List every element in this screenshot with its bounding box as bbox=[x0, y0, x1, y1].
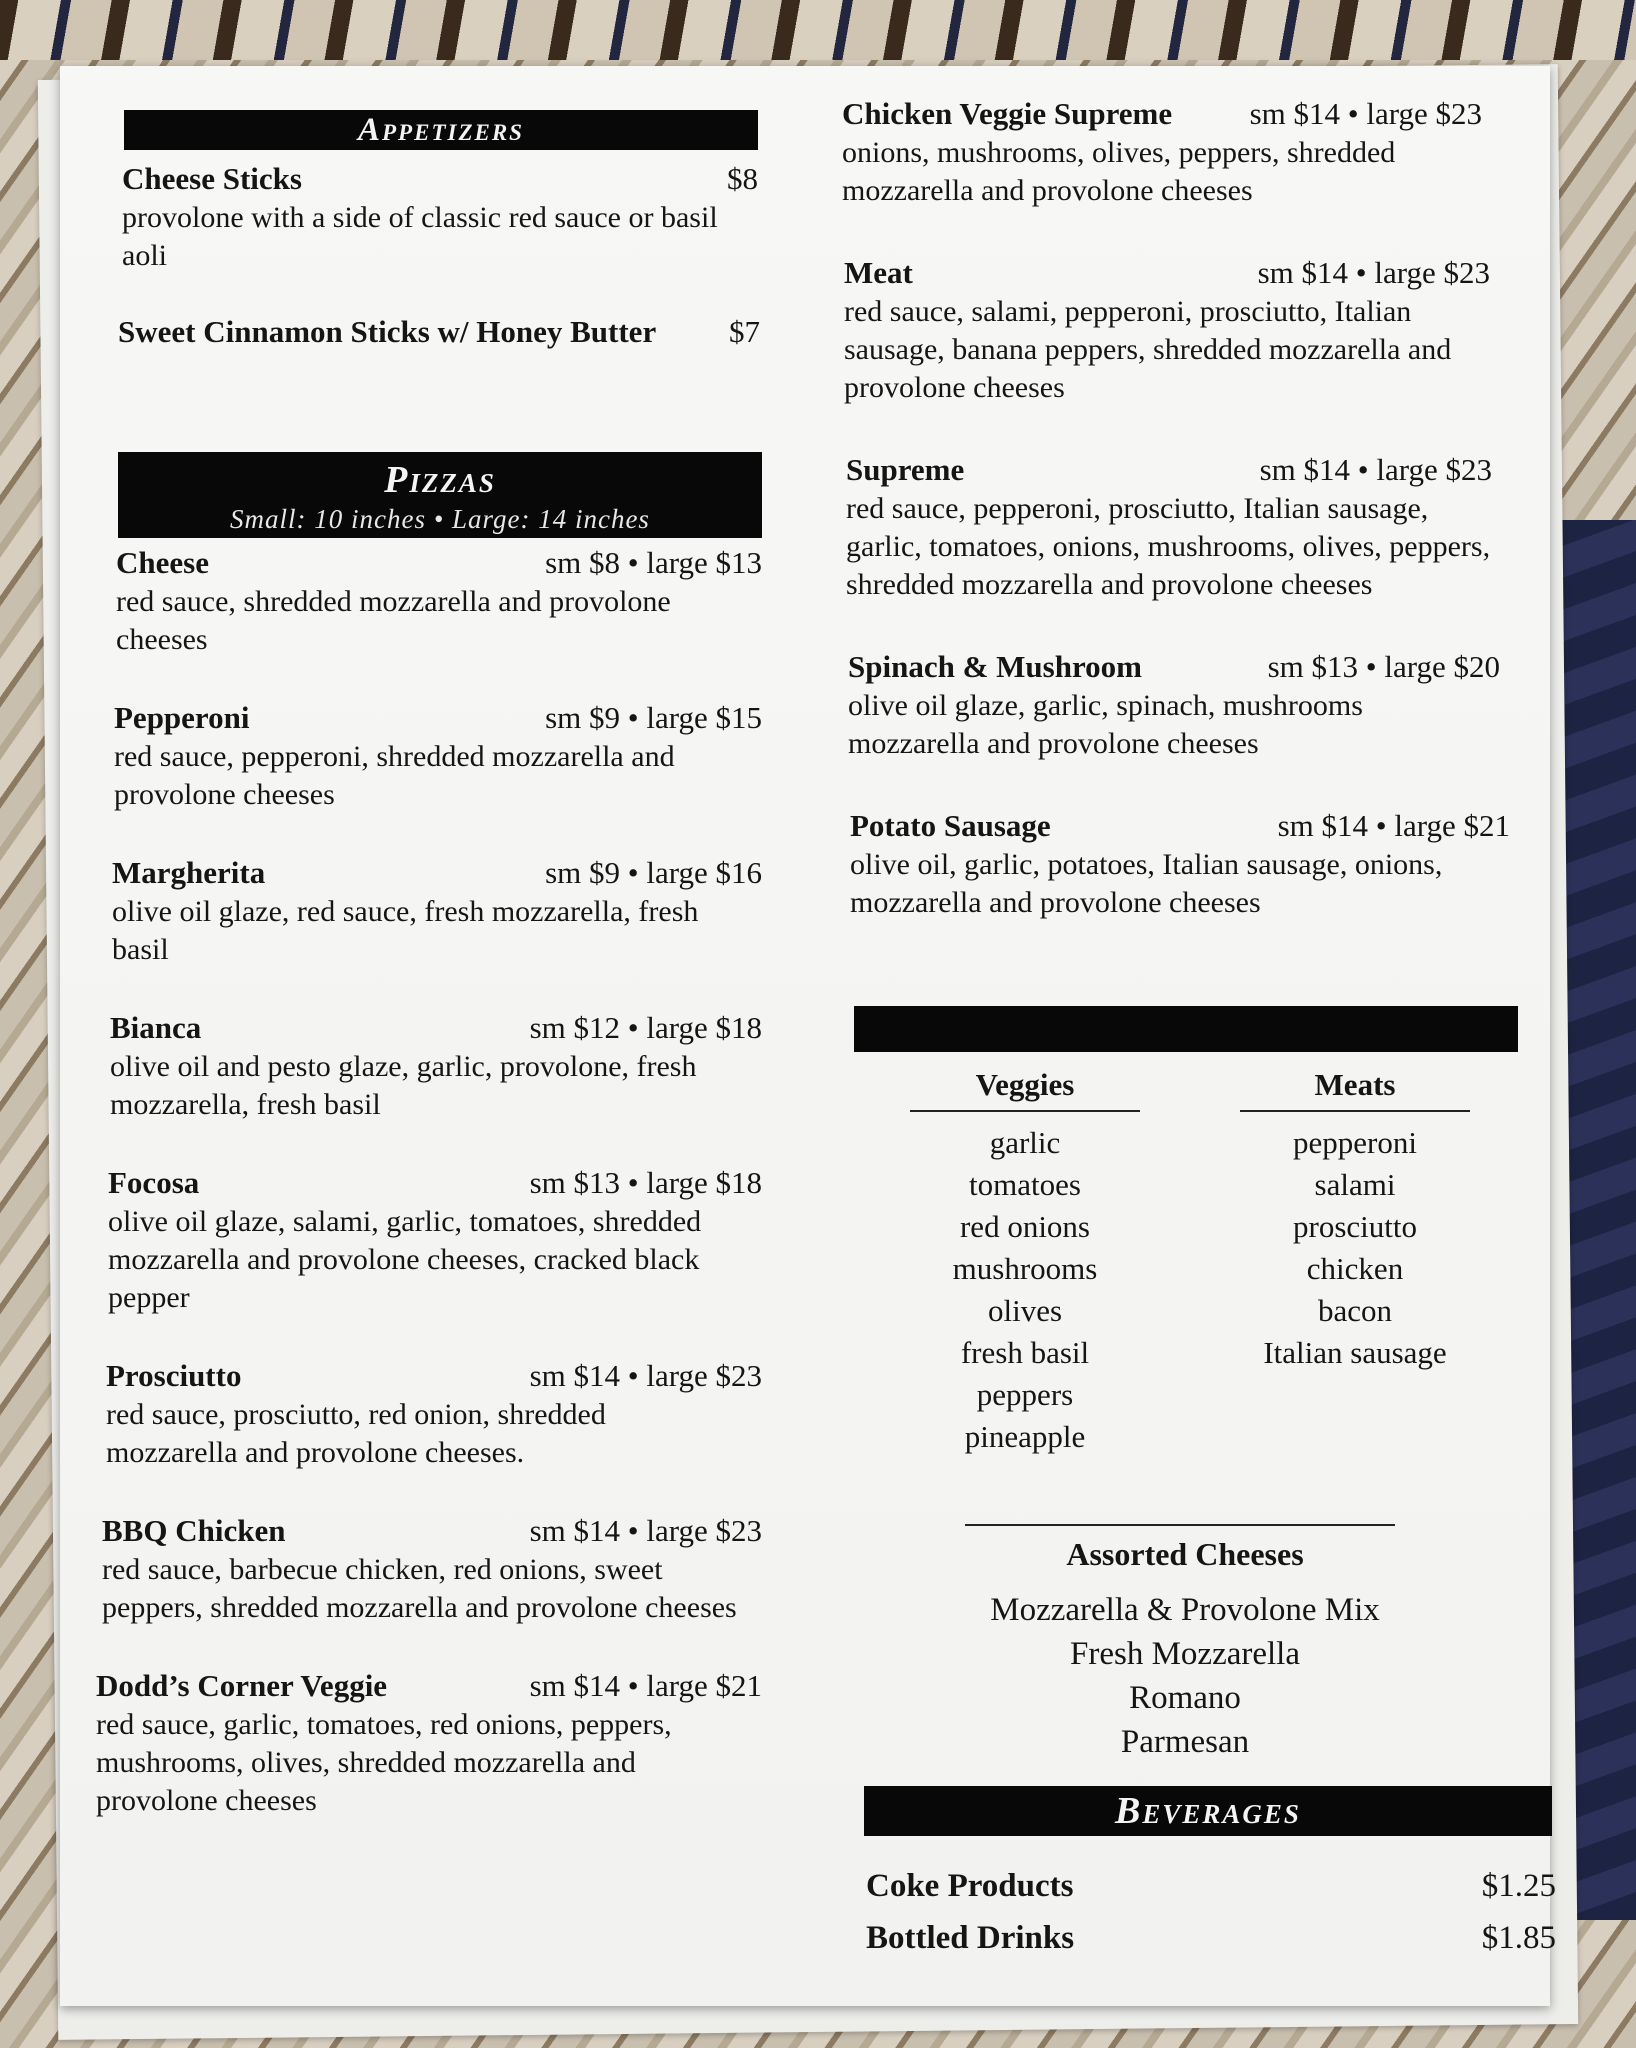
item-description: red sauce, prosciutto, red onion, shredded mozzarella and provolone cheeses. bbox=[106, 1398, 606, 1469]
cheese-divider bbox=[965, 1524, 1395, 1526]
veggie-item: fresh basil bbox=[960, 1335, 1090, 1370]
menu-right-column bbox=[840, 95, 1556, 1964]
item-name: Pepperoni bbox=[114, 700, 250, 735]
pizza-item bbox=[848, 648, 1500, 763]
item-description: provolone with a side of classic red sauce or basil aoli bbox=[122, 201, 718, 272]
item-price: sm $13 • large $20 bbox=[1267, 649, 1500, 684]
item-name: Margherita bbox=[112, 855, 266, 890]
pizza-item bbox=[108, 1164, 762, 1317]
item-name: Prosciutto bbox=[106, 1358, 242, 1393]
item-price: sm $12 • large $18 bbox=[529, 1010, 762, 1045]
beverage-item bbox=[866, 1860, 1556, 1912]
item-name: Cheese Sticks bbox=[122, 161, 302, 196]
item-price: sm $14 • large $21 bbox=[529, 1668, 762, 1703]
cheese-item: Romano bbox=[1129, 1680, 1241, 1716]
beverage-name: Bottled Drinks bbox=[866, 1920, 1075, 1956]
beverage-price: $1.85 bbox=[1481, 1920, 1556, 1956]
item-description: red sauce, pepperoni, prosciutto, Italian sausage, garlic, tomatoes, onions, mushrooms, olives, peppers, shredded mozzarella and provolone cheeses bbox=[846, 492, 1491, 601]
toppings-header-bar bbox=[854, 1006, 1518, 1052]
meats-heading: Meats bbox=[1240, 1064, 1470, 1112]
beverages-header: Beverages bbox=[864, 1786, 1552, 1836]
pizzas-size-note: Small: 10 inches • Large: 14 inches bbox=[230, 504, 650, 534]
pizza-item bbox=[842, 95, 1482, 210]
pizza-item bbox=[102, 1512, 762, 1627]
item-description: onions, mushrooms, olives, peppers, shredded mozzarella and provolone cheeses bbox=[842, 136, 1396, 207]
menu-left-column bbox=[96, 110, 762, 1820]
meat-item: chicken bbox=[1306, 1251, 1404, 1286]
pizza-item bbox=[112, 854, 762, 969]
menu-item bbox=[118, 313, 760, 352]
meat-item: bacon bbox=[1317, 1293, 1393, 1328]
veggie-item: mushrooms bbox=[952, 1251, 1098, 1286]
pizza-item bbox=[96, 1667, 762, 1820]
item-name: Meat bbox=[844, 255, 913, 290]
appetizers-header: Appetizers bbox=[124, 110, 758, 150]
item-price: sm $13 • large $18 bbox=[529, 1165, 762, 1200]
veggies-list bbox=[910, 1064, 1140, 1458]
item-price: sm $8 • large $13 bbox=[545, 545, 762, 580]
item-name: Focosa bbox=[108, 1165, 200, 1200]
item-description: red sauce, garlic, tomatoes, red onions, peppers, mushrooms, olives, shredded mozzarella and provolone cheeses bbox=[96, 1708, 672, 1817]
veggie-item: red onions bbox=[959, 1209, 1090, 1244]
item-name: Supreme bbox=[846, 452, 965, 487]
item-name: Spinach & Mushroom bbox=[848, 649, 1142, 684]
tablecloth-top bbox=[0, 0, 1636, 60]
item-price: sm $9 • large $16 bbox=[545, 855, 762, 890]
beverage-name: Coke Products bbox=[866, 1868, 1074, 1904]
beverage-price: $1.25 bbox=[1481, 1868, 1556, 1904]
item-name: Sweet Cinnamon Sticks w/ Honey Butter bbox=[118, 314, 657, 349]
cheese-item: Fresh Mozzarella bbox=[1070, 1636, 1300, 1672]
item-price: sm $14 • large $23 bbox=[1257, 255, 1490, 290]
item-price: sm $14 • large $23 bbox=[529, 1513, 762, 1548]
item-name: Chicken Veggie Supreme bbox=[842, 96, 1173, 131]
item-price: sm $14 • large $23 bbox=[1259, 452, 1492, 487]
veggie-item: peppers bbox=[976, 1377, 1074, 1412]
pizza-item bbox=[114, 699, 762, 814]
pizzas-header bbox=[118, 452, 762, 538]
veggies-heading: Veggies bbox=[910, 1064, 1140, 1112]
item-description: olive oil and pesto glaze, garlic, provolone, fresh mozzarella, fresh basil bbox=[110, 1050, 697, 1121]
veggie-item: olives bbox=[987, 1293, 1063, 1328]
item-description: red sauce, pepperoni, shredded mozzarella and provolone cheeses bbox=[114, 740, 675, 811]
item-price: sm $14 • large $23 bbox=[529, 1358, 762, 1393]
meat-item: salami bbox=[1314, 1167, 1396, 1202]
item-price: sm $14 • large $21 bbox=[1277, 808, 1510, 843]
pizza-item bbox=[844, 254, 1490, 407]
pizza-item bbox=[106, 1357, 762, 1472]
item-price: sm $9 • large $15 bbox=[545, 700, 762, 735]
item-name: BBQ Chicken bbox=[102, 1513, 286, 1548]
item-description: olive oil glaze, garlic, spinach, mushrooms mozzarella and provolone cheeses bbox=[848, 689, 1363, 760]
item-description: red sauce, shredded mozzarella and provolone cheeses bbox=[116, 585, 671, 656]
item-description: olive oil, garlic, potatoes, Italian sausage, onions, mozzarella and provolone cheeses bbox=[850, 848, 1443, 919]
item-description: olive oil glaze, salami, garlic, tomatoes, shredded mozzarella and provolone cheeses, cracked black pepper bbox=[108, 1205, 702, 1314]
cheeses-section bbox=[840, 1532, 1530, 1764]
item-name: Cheese bbox=[116, 545, 209, 580]
veggie-item: garlic bbox=[989, 1125, 1061, 1160]
meat-item: pepperoni bbox=[1293, 1125, 1417, 1160]
item-description: red sauce, barbecue chicken, red onions, sweet peppers, shredded mozzarella and provolone cheeses bbox=[102, 1553, 737, 1624]
veggie-item: tomatoes bbox=[969, 1167, 1081, 1202]
item-name: Bianca bbox=[110, 1010, 202, 1045]
item-price: sm $14 • large $23 bbox=[1249, 96, 1482, 131]
item-price: $8 bbox=[727, 161, 758, 196]
pizza-item bbox=[116, 544, 762, 659]
pizzas-title: Pizzas bbox=[384, 459, 496, 501]
item-description: red sauce, salami, pepperoni, prosciutto, Italian sausage, banana peppers, shredded mozzarella and provolone cheeses bbox=[844, 295, 1452, 404]
cheeses-heading: Assorted Cheeses bbox=[1066, 1536, 1304, 1572]
veggie-item: pineapple bbox=[964, 1419, 1086, 1454]
meat-item: Italian sausage bbox=[1263, 1335, 1447, 1370]
item-price: $7 bbox=[729, 314, 760, 349]
meat-item: prosciutto bbox=[1293, 1209, 1417, 1244]
item-description: olive oil glaze, red sauce, fresh mozzarella, fresh basil bbox=[112, 895, 699, 966]
pizza-item bbox=[110, 1009, 762, 1124]
item-name: Dodd’s Corner Veggie bbox=[96, 1668, 388, 1703]
pizza-item bbox=[850, 807, 1510, 922]
cheese-item: Parmesan bbox=[1120, 1724, 1250, 1760]
cheese-item: Mozzarella & Provolone Mix bbox=[990, 1592, 1380, 1628]
pizza-item bbox=[846, 451, 1492, 604]
toppings-lists bbox=[840, 1064, 1520, 1524]
item-name: Potato Sausage bbox=[850, 808, 1051, 843]
menu-item bbox=[122, 160, 758, 275]
beverage-item bbox=[866, 1912, 1556, 1964]
meats-list bbox=[1240, 1064, 1470, 1374]
